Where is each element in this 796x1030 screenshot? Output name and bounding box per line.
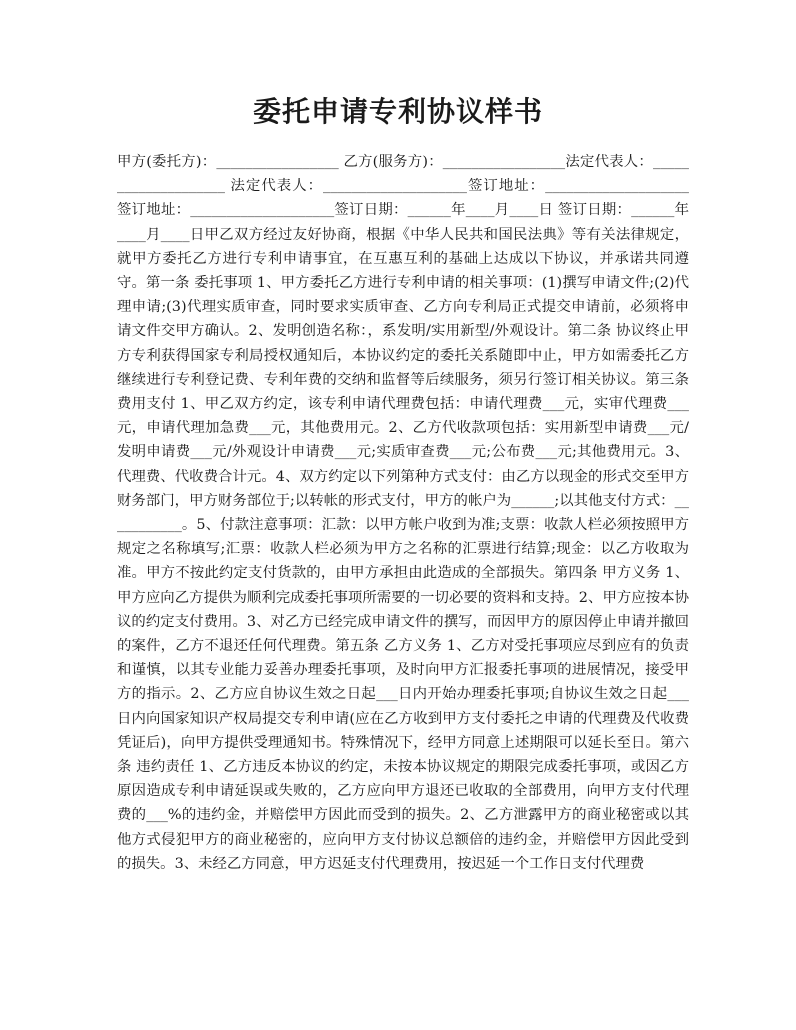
document-title: 委托申请专利协议样书 [252,95,543,128]
document-body: 甲方(委托方)：_________________ 乙方(服务方)：_________________法定代表人：____________________ 法定代表人：____________________签订地址：____________________ 签订地址：____________________签订日期：______年____月____日 签订日期：______年____月____日甲乙双方经过友好协商，根据《中华人民共和国民法典》等有关法律规定，就甲方委托乙方进行专利申请事宜，在互惠互利的基础上达成以下协议，并承诺共同遵守。第一条 委托事项 1、甲方委托乙方进行专利申请的相关事项：(1)撰写申请文件;(2)代理申请;(3)代理实质审查，同时要求实质审查、乙方向专利局正式提交申请前，必须将申请文件交甲方确认。2、发明创造名称：，系发明/实用新型/外观设计。第二条 协议终止甲方专利获得国家专利局授权通知后，本协议约定的委托关系随即中止，甲方如需委托乙方继续进行专利登记费、专利年费的交纳和监督等后续服务，须另行签订相关协议。第三条 费用支付 1、甲乙双方约定，该专利申请代理费包括：申请代理费___元，实审代理费___元，申请代理加急费___元，其他费用元。2、乙方代收款项包括：实用新型申请费___元/发明申请费___元/外观设计申请费___元;实质审查费___元;公布费___元;其他费用元。3、代理费、代收费合计元。4、双方约定以下列第种方式支付：由乙方以现金的形式交至甲方财务部门，甲方财务部位于;以转帐的形式支付，甲方的帐户为______;以其他支付方式：___________。5、付款注意事项：汇款：以甲方帐户收到为准;支票：收款人栏必须按照甲方规定之名称填写;汇票：收款人栏必须为甲方之名称的汇票进行结算;现金：以乙方收取为准。甲方不按此约定支付货款的，由甲方承担由此造成的全部损失。第四条 甲方义务 1、甲方应向乙方提供为顺利完成委托事项所需要的一切必要的资料和支持。2、甲方应按本协议的约定支付费用。3、对乙方已经完成申请文件的撰写，而因甲方的原因停止申请并撤回的案件，乙方不退还任何代理费。第五条 乙方义务 1、乙方对受托事项应尽到应有的负责和谨慎，以其专业能力妥善办理委托事项，及时向甲方汇报委托事项的进展情况，接受甲方的指示。2、乙方应自协议生效之日起___日内开始办理委托事项;自协议生效之日起___日内向国家知识产权局提交专利申请(应在乙方收到甲方支付委托之申请的代理费及代收费凭证后)，向甲方提供受理通知书。特殊情况下，经甲方同意上述期限可以延长至日。第六条 违约责任 1、乙方违反本协议的约定，未按本协议规定的期限完成委托事项，或因乙方原因造成专利申请延误或失败的，乙方应向甲方退还已收取的全部费用，向甲方支付代理费的___%的违约金，并赔偿甲方因此而受到的损失。2、乙方泄露甲方的商业秘密或以其他方式侵犯甲方的商业秘密的，应向甲方支付协议总额倍的违约金，并赔偿甲方因此受到的损失。3、未经乙方同意，甲方迟延支付代理费用，按迟延一个工作日支付代理费 [117,154,689,872]
